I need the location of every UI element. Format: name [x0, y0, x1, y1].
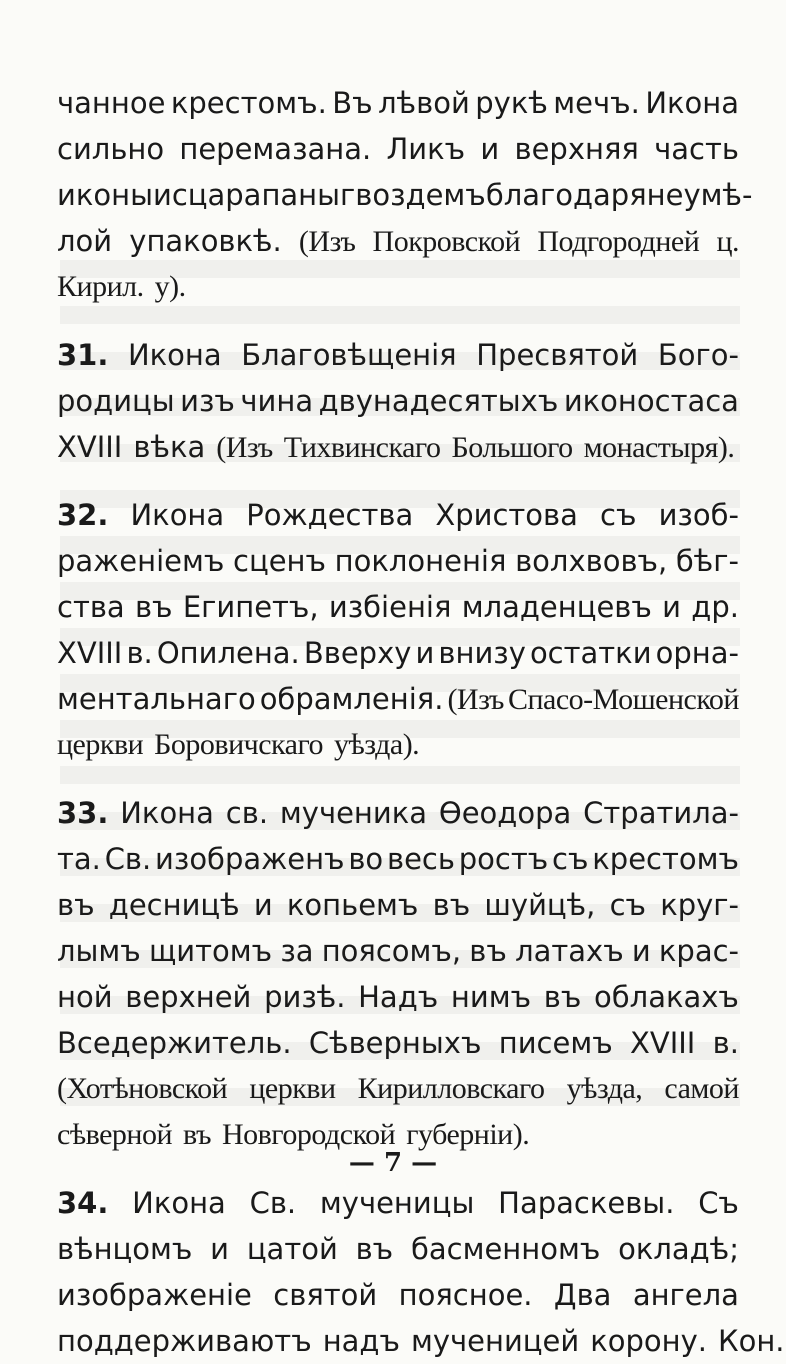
word: поклоненія — [334, 544, 507, 578]
word: остатки — [529, 636, 652, 670]
word: цатой — [246, 1232, 338, 1266]
word: Св. — [249, 1186, 297, 1220]
word: Египетъ, — [182, 590, 319, 624]
word: (Хотѣновской — [57, 1072, 228, 1105]
word: сценъ — [233, 544, 327, 578]
word: Покровской — [372, 225, 521, 258]
word: Спасо-Мошенской — [507, 683, 739, 716]
word: съ — [600, 498, 637, 532]
word: Кон. — [718, 1324, 785, 1358]
word: гвоздемъ — [340, 178, 486, 212]
word: писемъ — [498, 1026, 613, 1060]
word: Кирилловскаго — [357, 1072, 545, 1105]
word: лой — [57, 224, 113, 258]
word: десницѣ — [108, 888, 240, 922]
word: Вверху — [303, 636, 412, 670]
word: круг- — [660, 888, 739, 922]
word: Рождества — [246, 498, 414, 532]
word: мученицей — [410, 1324, 580, 1358]
word: в. — [126, 636, 153, 670]
word: верхняя — [514, 132, 639, 166]
word: Въ — [332, 86, 373, 120]
word: копьемъ — [286, 888, 419, 922]
text-line — [57, 790, 739, 836]
word: исцарапаны — [152, 178, 341, 212]
word: и — [253, 888, 273, 922]
word: (Изъ — [298, 225, 356, 258]
word: шуйцѣ, — [484, 888, 596, 922]
word: Ѳеодора — [438, 796, 572, 830]
word: двунадесятыхъ — [318, 384, 559, 418]
word: ростъ — [458, 842, 549, 876]
text-line — [57, 332, 739, 378]
word: Два — [553, 1278, 612, 1312]
word: иконостаса — [563, 384, 739, 418]
word: изъ — [180, 384, 235, 418]
word: въ — [469, 934, 507, 968]
word: рукѣ — [475, 86, 548, 120]
word: за — [280, 934, 314, 968]
word: и — [662, 590, 682, 624]
word: ризѣ. — [264, 980, 346, 1014]
word: въ — [134, 590, 173, 624]
word: Благовѣщенія — [241, 338, 457, 372]
word: верхней — [125, 980, 252, 1014]
text-line — [57, 1272, 739, 1318]
text-line — [57, 1020, 739, 1066]
word: съ — [552, 842, 589, 876]
text-line — [57, 1066, 739, 1112]
word: та. — [57, 842, 101, 876]
word: изображенъ — [155, 842, 345, 876]
word: въ — [543, 980, 582, 1014]
paragraph — [57, 790, 739, 1158]
text-line — [57, 882, 739, 928]
word: в. — [712, 1026, 739, 1060]
text-line — [57, 836, 739, 882]
word: XVIII — [630, 1026, 696, 1060]
word: раженіемъ — [57, 544, 225, 578]
text-line — [57, 80, 739, 126]
word: облакахъ — [594, 980, 739, 1014]
word: обрамленія. — [259, 682, 444, 716]
word: ства — [57, 590, 125, 624]
word: др. — [691, 590, 739, 624]
item-number: 31. — [57, 338, 109, 372]
word: корону. — [590, 1324, 707, 1358]
word: Стратила- — [583, 796, 739, 830]
text-line — [57, 676, 739, 722]
word: Боровичскаго — [154, 728, 324, 761]
word: мученицы — [319, 1186, 475, 1220]
word: благодаря — [485, 178, 647, 212]
text-line — [57, 172, 753, 218]
word: Кирил. — [57, 270, 144, 303]
text-line — [57, 1318, 785, 1364]
word: мечъ. — [553, 86, 640, 120]
word: нимъ — [450, 980, 532, 1014]
text-line — [57, 492, 739, 538]
word: ной — [57, 980, 113, 1014]
word: Тихвинскаго — [283, 431, 441, 464]
word: изоб- — [658, 498, 739, 532]
text-line — [57, 538, 739, 584]
word: Икона — [645, 86, 739, 120]
word: латахъ — [515, 934, 624, 968]
word: Икона — [130, 498, 225, 532]
word: въ — [432, 888, 471, 922]
word: надъ — [322, 1324, 400, 1358]
word: часть — [654, 132, 739, 166]
word: Ликъ — [386, 132, 466, 166]
word: (Изъ — [447, 683, 504, 716]
paragraph-gap — [57, 470, 739, 492]
word: и — [210, 1232, 230, 1266]
text-line — [57, 126, 739, 172]
word: Новгородской — [221, 1118, 396, 1151]
word: Большого — [451, 431, 573, 464]
word: иконы — [57, 178, 153, 212]
word: поясомъ, — [321, 934, 462, 968]
word: Сѣверныхъ — [308, 1026, 482, 1060]
text-line — [57, 974, 739, 1020]
word: поясное. — [398, 1278, 533, 1312]
word: святой — [273, 1278, 378, 1312]
word: и — [631, 934, 651, 968]
word: ангела — [632, 1278, 739, 1312]
word: XVIII — [57, 636, 123, 670]
word: Икона — [120, 796, 214, 830]
word: Пресвятой — [476, 338, 639, 372]
word: Бого- — [657, 338, 739, 372]
word: Христова — [435, 498, 578, 532]
page-number: — 7 — — [348, 1148, 438, 1178]
word: щитомъ — [148, 934, 273, 968]
word: лымъ — [57, 934, 141, 968]
word: XVIII — [57, 430, 123, 464]
word: въ — [57, 888, 95, 922]
word: ментальнаго — [57, 682, 256, 716]
word: басменномъ — [410, 1232, 601, 1266]
word: Икона — [132, 1186, 226, 1220]
word: лѣвой — [378, 86, 470, 120]
word: чина — [240, 384, 314, 418]
item-number: 34. — [57, 1186, 109, 1220]
word: родицы — [57, 384, 175, 418]
word: Подгородней — [537, 225, 700, 258]
item-number: 33. — [57, 796, 109, 830]
word: крас- — [658, 934, 739, 968]
paragraph-gap — [57, 768, 739, 790]
text-line — [57, 630, 739, 676]
text-line — [57, 928, 739, 974]
word: избіенія — [328, 590, 452, 624]
paragraph — [57, 1180, 785, 1364]
word: орна- — [655, 636, 739, 670]
word: Параскевы. — [498, 1186, 675, 1220]
paragraph — [57, 80, 753, 310]
word: Икона — [127, 338, 222, 372]
text-line — [57, 264, 739, 310]
word: бѣг- — [675, 544, 739, 578]
word: Надъ — [358, 980, 439, 1014]
word: крестомъ. — [170, 86, 327, 120]
word: мученика — [279, 796, 428, 830]
word: окладѣ; — [618, 1232, 739, 1266]
word: (Изъ — [216, 431, 273, 464]
text-line — [57, 378, 739, 424]
word: монастыря). — [583, 431, 735, 464]
word: и — [480, 132, 500, 166]
word: и — [415, 636, 435, 670]
word: въ — [355, 1232, 394, 1266]
text-line — [57, 584, 739, 630]
word: уѣзда). — [334, 728, 420, 761]
paragraph-gap — [57, 310, 739, 332]
word: внизу — [438, 636, 526, 670]
word: перемазана. — [179, 132, 372, 166]
word: Опилена. — [156, 636, 300, 670]
item-number: 32. — [57, 498, 109, 532]
word: чанное — [57, 86, 166, 120]
word: церкви — [57, 728, 144, 761]
word: поддерживаютъ — [57, 1324, 312, 1358]
word: Съ — [698, 1186, 739, 1220]
paragraph — [57, 492, 739, 768]
word: во — [348, 842, 384, 876]
text-line — [57, 1226, 739, 1272]
word: весь — [386, 842, 455, 876]
word: св. — [225, 796, 269, 830]
text-line — [57, 722, 739, 768]
word: ц. — [716, 225, 739, 258]
word: у). — [154, 270, 186, 303]
word: церкви — [249, 1072, 336, 1105]
word: вѣка — [133, 430, 206, 464]
word: младенцевъ — [461, 590, 652, 624]
paragraph — [57, 332, 739, 470]
text-line — [57, 1180, 739, 1226]
word: упаковкѣ. — [129, 224, 282, 258]
word: съ — [609, 888, 647, 922]
word: самой — [664, 1072, 739, 1105]
word: крестомъ — [592, 842, 739, 876]
word: сѣверной — [57, 1118, 173, 1151]
word: уѣзда, — [566, 1072, 643, 1105]
text-line — [57, 218, 739, 264]
word: волхвовъ, — [515, 544, 668, 578]
word: изображеніе — [57, 1278, 252, 1312]
word: неумѣ- — [646, 178, 753, 212]
word: сильно — [57, 132, 165, 166]
word: Вседержитель. — [57, 1026, 292, 1060]
word: губерніи). — [406, 1118, 530, 1151]
word: въ — [183, 1118, 211, 1151]
text-line — [57, 424, 739, 470]
word: Св. — [104, 842, 152, 876]
word: вѣнцомъ — [57, 1232, 193, 1266]
